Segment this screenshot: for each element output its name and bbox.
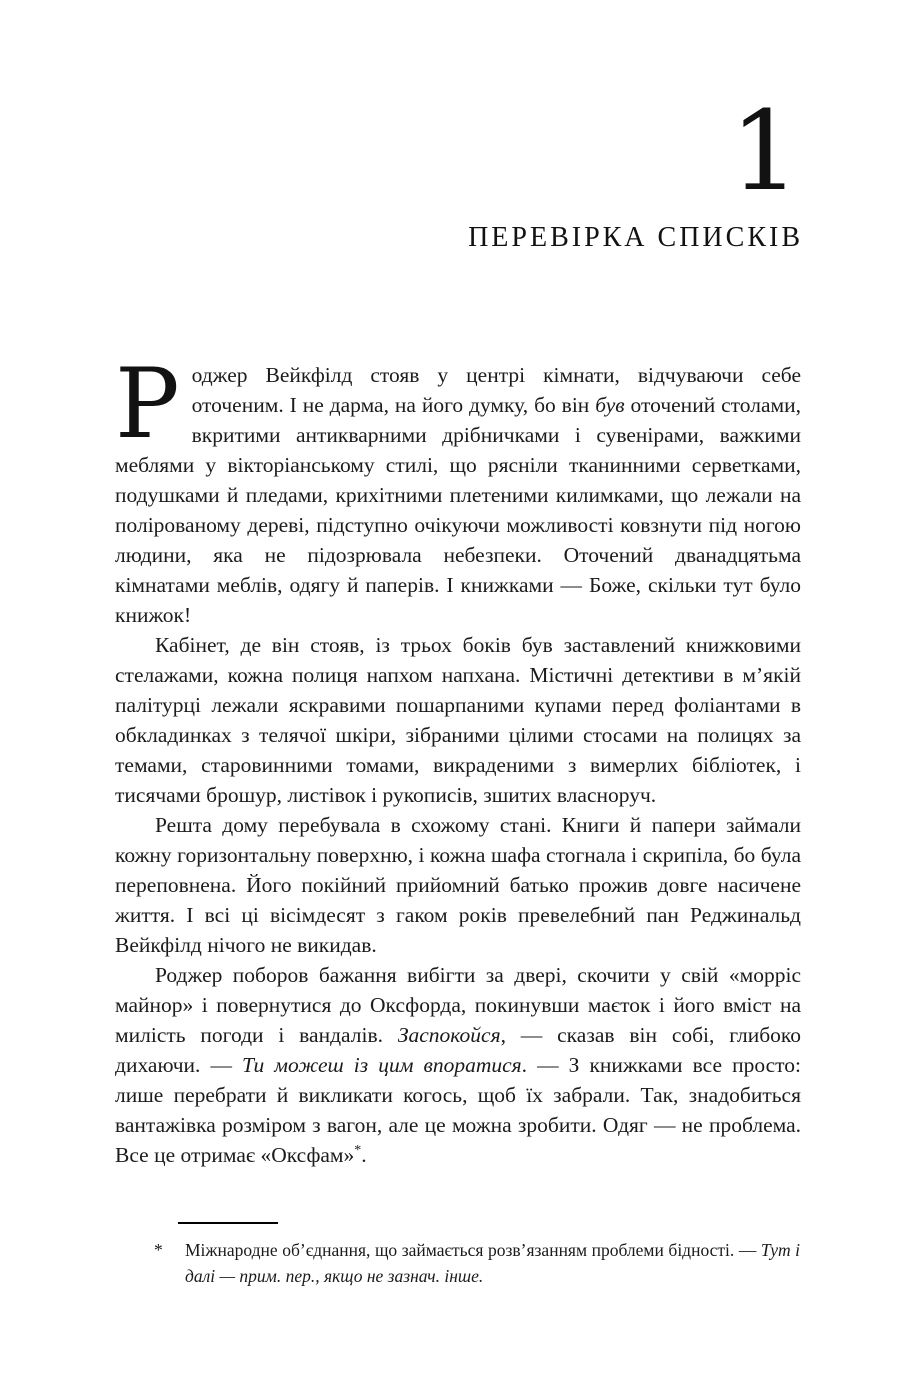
paragraph	[115, 960, 801, 1170]
text-run: оджер Вейкфілд стояв у центрі кімнати, відчуваючи себе оточеним. І не дарма, на його думку, бо він	[191, 363, 801, 417]
paragraph	[115, 348, 801, 630]
footnote-rule	[178, 1222, 278, 1224]
chapter-header	[468, 87, 803, 254]
paragraph	[115, 810, 801, 960]
footnote-text	[148, 1237, 800, 1289]
text-run: .	[361, 1143, 367, 1167]
paragraph	[115, 630, 801, 810]
footnote-marker: *	[154, 1240, 163, 1260]
text-run: , — сказав він собі, глибоко дихаючи. —	[115, 1023, 802, 1077]
drop-cap: Р	[115, 348, 180, 460]
italic-run: був	[595, 393, 625, 417]
italic-run: Заспокойся	[397, 1023, 501, 1047]
text-run: Роджер поборов бажання вибігти за двері, скочити у свій «морріс майнор» і повернутися до Оксфорда, покинувши маєток і його вміст на милість погоди і вандалів.	[115, 963, 801, 1047]
text-run: . — З книжками все просто: лише перебрати й викликати когось, щоб їх забрали. Так, знадобиться вантажівка розміром з вагон, але це можна зробити. Одяг — не проблема. Все це отримає «Оксфам»	[115, 1053, 801, 1167]
text-run: Кабінет, де він стояв, із трьох боків був заставлений книжковими стелажами, кожна полиця напхом напхана. Містичні детективи в м’якій палітурці лежали яскравими пошарпаними купами перед фоліантами в обкладинках з телячої шкіри, зібраними цілими стосами на полицях за темами, старовинними томами, викраденими з вимерлих бібліотек, і тисячами брошур, листівок і рукописів, зшитих власноруч.	[115, 633, 801, 807]
chapter-title: ПЕРЕВІРКА СПИСКІВ	[468, 222, 803, 253]
text-run: Міжнародне об’єднання, що займається розв’язанням проблеми бідності. —	[185, 1240, 761, 1260]
italic-run: Ти можеш із цим впоратися	[242, 1053, 522, 1077]
text-run: Решта дому перебувала в схожому стані. Книги й папери займали кожну горизонтальну поверхню, і кожна шафа стогнала і скрипіла, бо була переповнена. Його покійний прийомний батько прожив довге насичене життя. І всі ці вісімдесят з гаком років превелебний пан Реджинальд Вейкфілд нічого не викидав.	[115, 813, 801, 957]
footnote-reference: *	[354, 1142, 362, 1158]
italic-run: Тут і далі — прим. пер., якщо не зазнач. інше.	[185, 1240, 800, 1286]
paragraphs	[115, 348, 802, 1170]
footnote	[148, 1222, 800, 1289]
chapter-number: 1	[730, 87, 800, 215]
text-run: оточений столами, вкритими антикварними дрібничками і сувенірами, важкими меблями у вікторіанському стилі, що рясніли тканинними серветками, подушками й пледами, крихітними плетеними килимками, що лежали на полірованому дереві, підступно очікуючи можливості ковзнути під ногою людини, яка не підозрювала небезпеки. Оточений дванадцятьма кімнатами меблів, одягу й паперів. І книжками — Боже, скільки тут було книжок!	[115, 393, 801, 627]
